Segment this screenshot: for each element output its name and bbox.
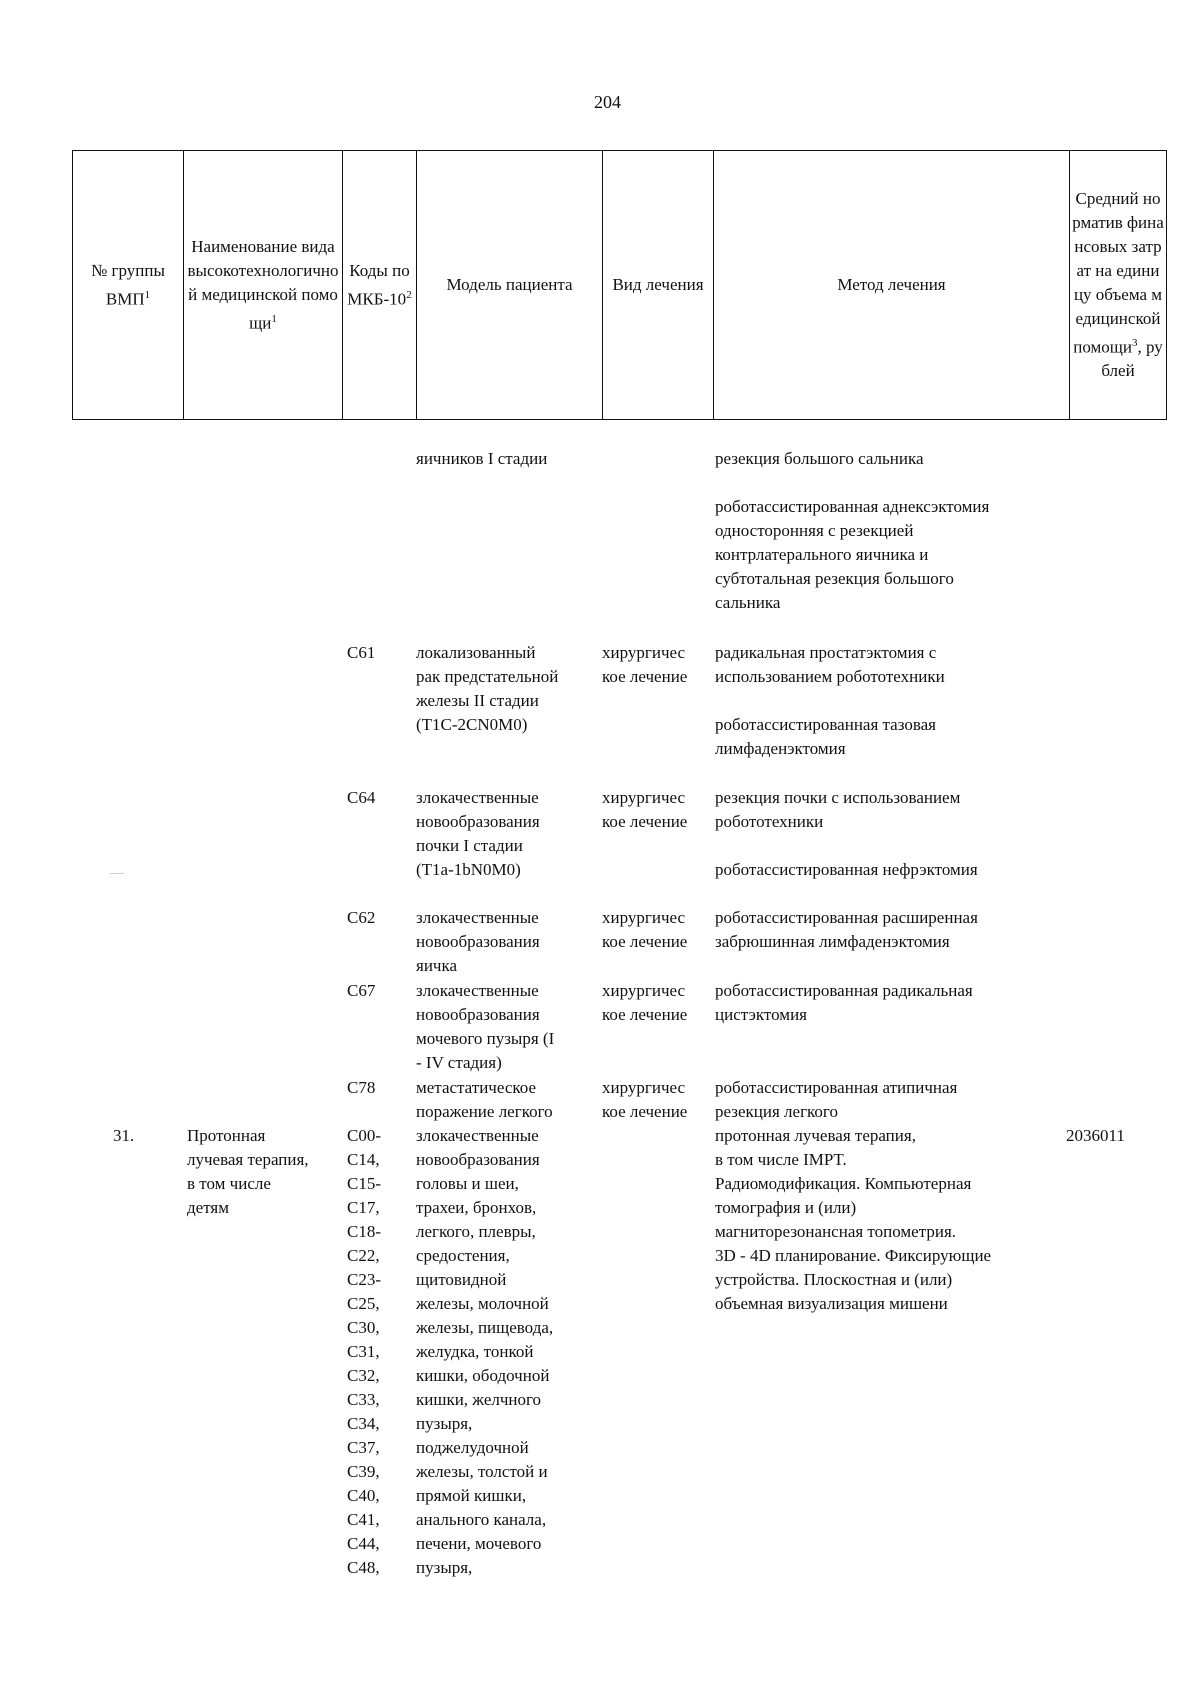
header-group-no: № группы ВМП$^1$ <box>73 151 184 420</box>
row1-method-2: роботассистированная аднексэктомия односторонняя с резекцией контрлатерального яичника и субтотальная резекция большого сальника <box>715 497 990 612</box>
row4-model: злокачественные новообразования яичка <box>416 908 540 975</box>
row6-method: роботассистированная атипичная резекция легкого <box>715 1078 958 1121</box>
row2-kind: хирургичес кое лечение <box>602 643 688 686</box>
row4-kind: хирургичес кое лечение <box>602 908 688 951</box>
row6-kind: хирургичес кое лечение <box>602 1078 688 1121</box>
header-patient-model: Модель пациента <box>417 151 603 420</box>
row5-kind: хирургичес кое лечение <box>602 981 688 1024</box>
row3-method-2: роботассистированная нефрэктомия <box>715 860 978 879</box>
row7-method: протонная лучевая терапия, в том числе IMPT. Радиомодификация. Компьютерная томография и (или) магниторезонансная топометрия. 3D - 4D планирование. Фиксирующие устройства. Плоскостная и (или) объемная визуализация мишени <box>715 1126 992 1313</box>
row2-method-2: роботассистированная тазовая лимфаденэктомия <box>715 715 936 758</box>
row7-care-type: Протонная лучевая терапия, в том числе детям <box>187 1126 309 1217</box>
header-treatment-method: Метод лечения <box>714 151 1070 420</box>
page-number: 204 <box>594 92 621 112</box>
row5-model: злокачественные новообразования мочевого пузыря (I - IV стадия) <box>416 981 555 1072</box>
row3-code: С64 <box>347 788 376 807</box>
row5-code: С67 <box>347 981 376 1000</box>
scan-mark <box>110 873 124 874</box>
row2-code: С61 <box>347 643 376 662</box>
header-treatment-kind: Вид лечения <box>603 151 714 420</box>
row4-method: роботассистированная расширенная забрюшинная лимфаденэктомия <box>715 908 978 951</box>
row5-method: роботассистированная радикальная цистэктомия <box>715 981 973 1024</box>
row7-codes: С00- С14, С15- С17, С18- С22, С23- С25, С30, С31, С32, С33, С34, С37, С39, С40, С41, С44, С48, <box>347 1126 381 1577</box>
row3-model: злокачественные новообразования почки I стадии (T1a-1bN0M0) <box>416 788 540 879</box>
row7-model: злокачественные новообразования головы и шеи, трахеи, бронхов, легкого, плевры, средостения, щитовидной железы, молочной железы, пищевода, желудка, тонкой кишки, ободочной кишки, желчного пузыря, поджелудочной железы, толстой и прямой кишки, анального канала, печени, мочевого пузыря, <box>416 1126 554 1577</box>
header-norm-cost: Средний норматив финансовых затрат на единицу объема медицинской помощи$^3$, рублей <box>1070 151 1167 420</box>
row7-norm-cost: 2036011 <box>1066 1126 1125 1145</box>
row1-model: яичников I стадии <box>416 449 548 468</box>
table-header <box>72 150 1167 420</box>
row6-code: С78 <box>347 1078 376 1097</box>
header-care-type: Наименование вида высокотехнологичной медицинской помощи$^1$ <box>184 151 343 420</box>
row6-model: метастатическое поражение легкого <box>416 1078 553 1121</box>
row1-method-1: резекция большого сальника <box>715 449 924 468</box>
header-icd-codes: Коды по МКБ-$10^2$ <box>343 151 417 420</box>
row2-model: локализованный рак предстательной железы II стадии (T1C-2CN0M0) <box>416 643 559 734</box>
row2-method-1: радикальная простатэктомия с использованием робототехники <box>715 643 945 686</box>
row3-kind: хирургичес кое лечение <box>602 788 688 831</box>
row7-group-number: 31. <box>113 1126 135 1145</box>
row4-code: С62 <box>347 908 376 927</box>
row3-method-1: резекция почки с использованием робототехники <box>715 788 961 831</box>
